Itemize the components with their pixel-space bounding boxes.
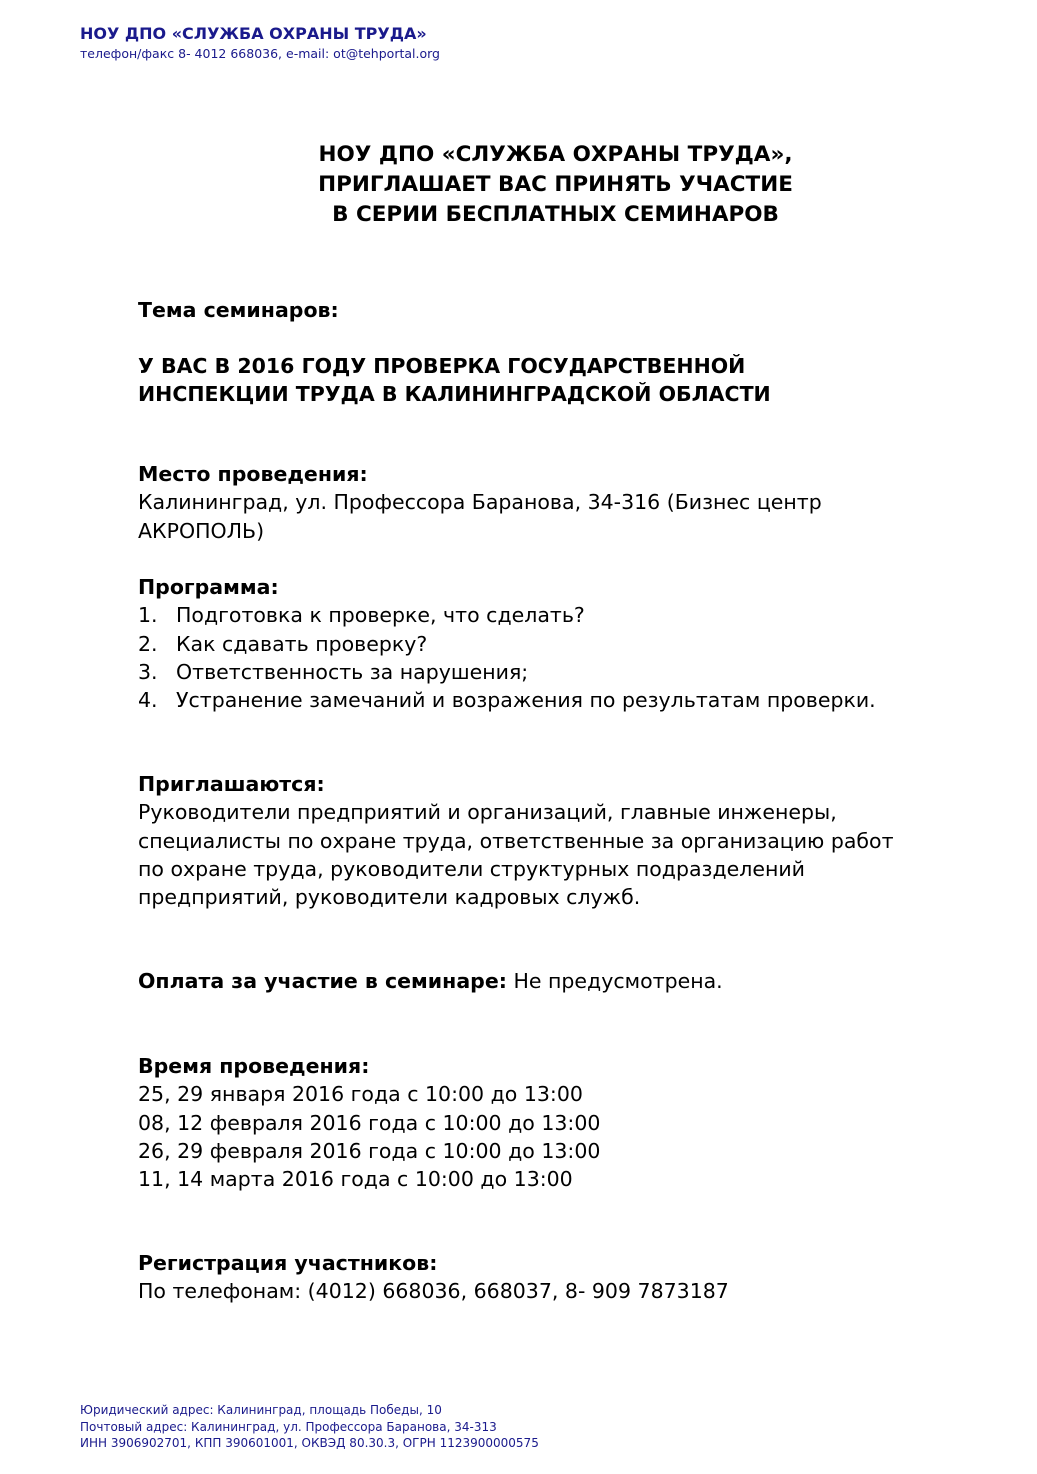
registration-label: Регистрация участников:: [138, 1251, 438, 1275]
program-item-number: 2.: [138, 631, 158, 656]
invited-line: предприятий, руководители кадровых служб.: [138, 885, 641, 910]
program-item-number: 1.: [138, 603, 158, 628]
schedule-line: 11, 14 марта 2016 года с 10:00 до 13:00: [138, 1167, 573, 1192]
document-title: [0, 140, 1037, 230]
program-item-number: 4.: [138, 688, 158, 713]
topic-section: [138, 296, 1018, 324]
registration-section: [138, 1249, 1018, 1306]
program-item-text: Устранение замечаний и возражения по результатам проверки.: [176, 688, 876, 713]
footer-line: Почтовый адрес: Калининград, ул. Профессора Баранова, 34-313: [80, 1419, 497, 1434]
program-list: [138, 601, 1018, 714]
footer-line: ИНН 3906902701, КПП 390601001, ОКВЭД 80.30.3, ОГРН 1123900000575: [80, 1436, 539, 1450]
org-name: НОУ ДПО «СЛУЖБА ОХРАНЫ ТРУДА»: [80, 24, 427, 43]
topic-line: ИНСПЕКЦИИ ТРУДА В КАЛИНИНГРАДСКОЙ ОБЛАСТИ: [138, 382, 771, 407]
schedule-section: [138, 1052, 1018, 1193]
program-item: [138, 658, 1018, 686]
program-item: [138, 686, 1018, 714]
program-label: Программа:: [138, 575, 279, 599]
venue-line: АКРОПОЛЬ): [138, 518, 265, 543]
payment-section: [138, 967, 1018, 995]
invited-section: [138, 770, 1018, 911]
program-section: [138, 573, 1018, 714]
invited-line: по охране труда, руководители структурных подразделений: [138, 856, 805, 881]
schedule-line: 08, 12 февраля 2016 года с 10:00 до 13:00: [138, 1110, 601, 1135]
program-item-text: Подготовка к проверке, что сделать?: [176, 603, 585, 628]
schedule-label: Время проведения:: [138, 1054, 370, 1078]
schedule-line: 25, 29 января 2016 года с 10:00 до 13:00: [138, 1082, 583, 1107]
program-item: [138, 630, 1018, 658]
invited-line: специалисты по охране труда, ответственные за организацию работ: [138, 828, 894, 853]
program-item-text: Как сдавать проверку?: [176, 631, 428, 656]
invited-line: Руководители предприятий и организаций, главные инженеры,: [138, 800, 837, 825]
venue-line: Калининград, ул. Профессора Баранова, 34-316 (Бизнес центр: [138, 490, 822, 515]
venue-label: Место проведения:: [138, 462, 368, 486]
org-header: [80, 24, 440, 62]
payment-label: Оплата за участие в семинаре:: [138, 969, 507, 993]
program-item-text: Ответственность за нарушения;: [176, 659, 529, 684]
title-line: В СЕРИИ БЕСПЛАТНЫХ СЕМИНАРОВ: [332, 202, 779, 227]
venue-section: [138, 460, 1018, 545]
topic-label: Тема семинаров:: [138, 298, 339, 322]
topic-text: [138, 352, 1018, 409]
payment-value: Не предусмотрена.: [506, 969, 723, 993]
footer-line: Юридический адрес: Калининград, площадь Победы, 10: [80, 1403, 442, 1417]
title-line: ПРИГЛАШАЕТ ВАС ПРИНЯТЬ УЧАСТИЕ: [318, 172, 793, 197]
registration-phones: По телефонам: (4012) 668036, 668037, 8- 909 7873187: [138, 1279, 729, 1304]
org-contacts: телефон/факс 8- 4012 668036, e-mail: ot@tehportal.org: [80, 46, 440, 61]
program-item: [138, 601, 1018, 629]
footer: [80, 1402, 539, 1452]
title-line: НОУ ДПО «СЛУЖБА ОХРАНЫ ТРУДА»,: [318, 142, 793, 167]
program-item-number: 3.: [138, 659, 158, 684]
invited-label: Приглашаются:: [138, 772, 325, 796]
topic-line: У ВАС В 2016 ГОДУ ПРОВЕРКА ГОСУДАРСТВЕННОЙ: [138, 354, 746, 378]
schedule-line: 26, 29 февраля 2016 года с 10:00 до 13:00: [138, 1138, 601, 1163]
